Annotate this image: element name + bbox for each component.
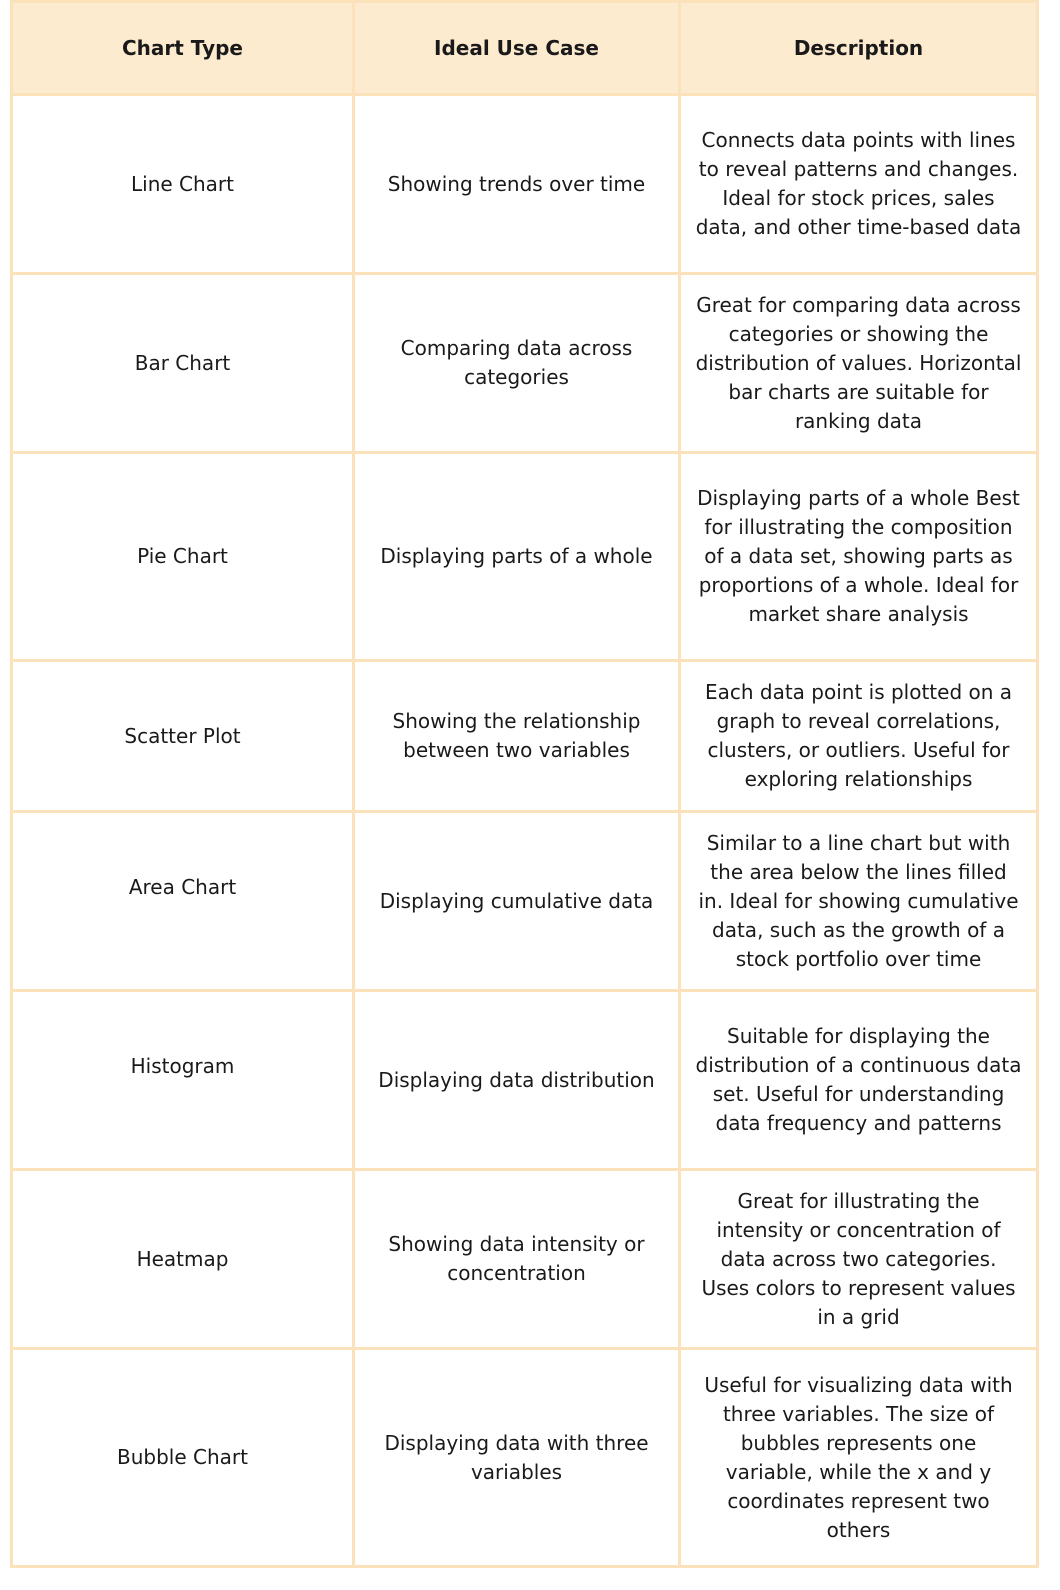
table-row: [12, 274, 1038, 453]
chart-type-cell: [12, 991, 354, 1170]
description-cell: Each data point is plotted on a graph to reveal correlations, clusters, or outliers. Useful for exploring relationships: [680, 661, 1038, 812]
table-row: [12, 812, 1038, 991]
table-row: [12, 661, 1038, 812]
description-cell: Similar to a line chart but with the area below the lines filled in. Ideal for showing cumulative data, such as the growth of a stock portfolio over time: [680, 812, 1038, 991]
description-cell: Great for comparing data across categories or showing the distribution of values. Horizontal bar charts are suitable for ranking data: [680, 274, 1038, 453]
use-case-cell: Displaying parts of a whole: [354, 453, 680, 661]
chart-type-label: Area Chart: [128, 874, 237, 899]
description-cell: Suitable for displaying the distribution of a continuous data set. Useful for understanding data frequency and patterns: [680, 991, 1038, 1170]
table-row: [12, 1349, 1038, 1567]
use-case-cell: Displaying cumulative data: [354, 812, 680, 991]
use-case-cell: Displaying data with three variables: [354, 1349, 680, 1567]
use-case-cell: Displaying data distribution: [354, 991, 680, 1170]
chart-type-cell: Line Chart: [12, 95, 354, 274]
chart-type-cell: Heatmap: [12, 1170, 354, 1349]
header-chart-type: Chart Type: [12, 2, 354, 95]
table-row: [12, 453, 1038, 661]
table-body: [12, 95, 1038, 1567]
header-ideal-use-case: Ideal Use Case: [354, 2, 680, 95]
chart-type-cell: Bar Chart: [12, 274, 354, 453]
chart-type-cell: Pie Chart: [12, 453, 354, 661]
header-description: Description: [680, 2, 1038, 95]
chart-types-table: [10, 0, 1039, 1568]
use-case-cell: Showing the relationship between two variables: [354, 661, 680, 812]
description-cell: Useful for visualizing data with three variables. The size of bubbles represents one variable, while the x and y coordinates represent two others: [680, 1349, 1038, 1567]
table-row: [12, 1170, 1038, 1349]
chart-type-cell: Scatter Plot: [12, 661, 354, 812]
chart-type-label: Histogram: [130, 1053, 235, 1078]
chart-types-table-container: [10, 0, 1036, 1590]
use-case-cell: Comparing data across categories: [354, 274, 680, 453]
header-row: [12, 2, 1038, 95]
chart-type-cell: [12, 812, 354, 991]
use-case-cell: Showing trends over time: [354, 95, 680, 274]
table-row: [12, 991, 1038, 1170]
description-cell: Great for illustrating the intensity or concentration of data across two categories. Uses colors to represent values in a grid: [680, 1170, 1038, 1349]
table-row: [12, 95, 1038, 274]
chart-type-cell: Bubble Chart: [12, 1349, 354, 1567]
use-case-cell: Showing data intensity or concentration: [354, 1170, 680, 1349]
description-cell: Connects data points with lines to reveal patterns and changes. Ideal for stock prices, sales data, and other time-based data: [680, 95, 1038, 274]
description-cell: Displaying parts of a whole Best for illustrating the composition of a data set, showing parts as proportions of a whole. Ideal for market share analysis: [680, 453, 1038, 661]
table-header: [12, 2, 1038, 95]
